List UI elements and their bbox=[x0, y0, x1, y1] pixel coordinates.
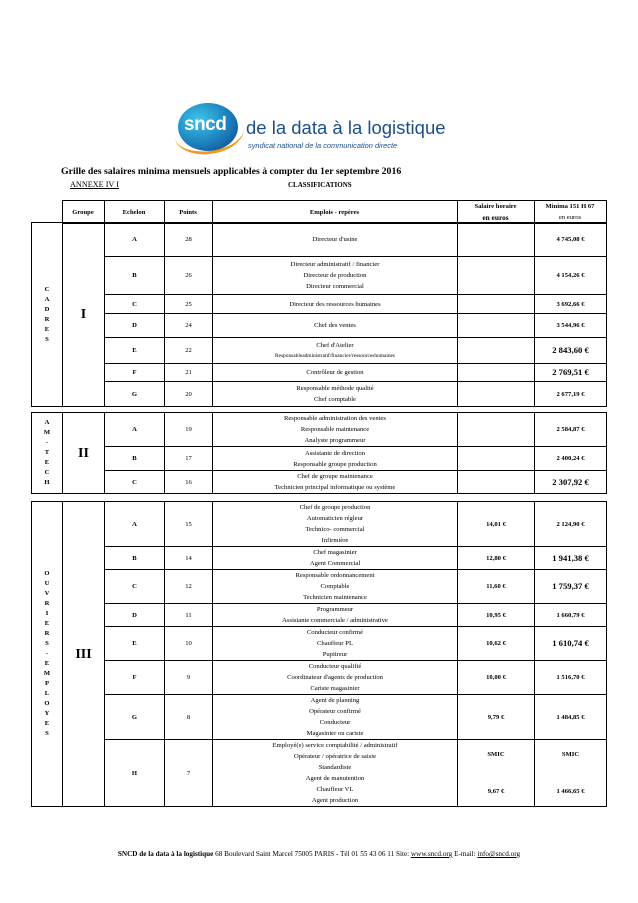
echelon-cell: E bbox=[105, 338, 165, 364]
hourly-cell bbox=[458, 627, 535, 661]
header-points: Points bbox=[164, 201, 212, 224]
table-row bbox=[32, 695, 607, 740]
header-salaire-horaire: Salaire horaire bbox=[457, 201, 534, 213]
job-title: Chef de groupe maintenance bbox=[297, 473, 373, 480]
minima-value: 1 941,38 € bbox=[552, 552, 589, 563]
minima-value: 2 124,90 € bbox=[556, 520, 585, 528]
points-cell: 17 bbox=[165, 447, 213, 471]
hourly-value: SMIC bbox=[487, 751, 505, 758]
minima-cell bbox=[535, 295, 607, 314]
hourly-value: 10,00 € bbox=[486, 674, 506, 681]
category-letter: Y bbox=[44, 710, 50, 717]
category-letter: I bbox=[45, 610, 49, 617]
job-title: Directeur administratif / financier bbox=[290, 261, 380, 268]
salary-table-header bbox=[31, 200, 607, 224]
minima-value: 1 466,65 € bbox=[556, 788, 585, 795]
jobs-cell bbox=[213, 502, 458, 547]
category-letter: - bbox=[45, 439, 49, 446]
jobs-cell bbox=[213, 695, 458, 740]
jobs-cell bbox=[213, 338, 458, 364]
minima-cell bbox=[535, 627, 607, 661]
points-cell: 16 bbox=[165, 471, 213, 494]
category-letter: T bbox=[44, 449, 50, 456]
job-title: Conducteur qualifié bbox=[308, 663, 362, 670]
job-title: Agent Commercial bbox=[309, 560, 361, 567]
minima-cell bbox=[535, 413, 607, 447]
category-letter: R bbox=[44, 600, 50, 607]
job-title: Contrôleur de gestion bbox=[306, 369, 364, 376]
jobs-cell bbox=[213, 257, 458, 295]
minima-cell bbox=[535, 314, 607, 338]
hourly-value: 9,79 € bbox=[487, 713, 505, 721]
job-title: Opérateur confirmé bbox=[309, 708, 361, 715]
minima-cell bbox=[535, 223, 607, 257]
jobs-cell bbox=[213, 382, 458, 407]
category-letter: E bbox=[44, 720, 50, 727]
footer-org: SNCD de la data à la logistique bbox=[117, 850, 214, 858]
echelon-cell: F bbox=[105, 661, 165, 695]
category-letter: C bbox=[44, 285, 50, 293]
job-title: Agent production bbox=[311, 797, 359, 804]
category-letter: E bbox=[44, 660, 50, 667]
salary-group-table bbox=[31, 222, 607, 407]
table-row bbox=[32, 661, 607, 695]
table-row bbox=[32, 502, 607, 547]
hourly-cell bbox=[458, 382, 535, 407]
echelon-cell: C bbox=[105, 570, 165, 604]
hourly-cell bbox=[458, 740, 535, 807]
minima-value: 1 516,70 € bbox=[556, 674, 585, 681]
points-cell: 24 bbox=[165, 314, 213, 338]
echelon-cell: D bbox=[105, 604, 165, 627]
echelon-cell: G bbox=[105, 382, 165, 407]
job-title: Responsableadministratif/financier/ressourceshumaines bbox=[274, 352, 396, 359]
category-label bbox=[32, 223, 63, 407]
table-row bbox=[32, 604, 607, 627]
table-row bbox=[32, 447, 607, 471]
category-letter: E bbox=[44, 325, 50, 333]
sncd-logo bbox=[178, 103, 448, 161]
hourly-cell bbox=[458, 223, 535, 257]
category-letter: E bbox=[44, 459, 50, 466]
salary-group-table bbox=[31, 501, 607, 807]
table-row bbox=[32, 364, 607, 382]
spacer bbox=[535, 760, 606, 786]
table-row bbox=[32, 570, 607, 604]
jobs-cell bbox=[213, 295, 458, 314]
job-title: Directeur de production bbox=[303, 272, 367, 279]
category-letter: S bbox=[45, 730, 49, 737]
category-letter: M bbox=[43, 670, 51, 677]
job-title: Magasinier ou cariste bbox=[306, 730, 364, 737]
header-emplois: Emplois - repères bbox=[212, 201, 457, 224]
job-title: Directeur d'usine bbox=[312, 236, 358, 243]
table-row bbox=[32, 382, 607, 407]
category-letter: O bbox=[44, 570, 50, 577]
job-title: Standardiste bbox=[318, 764, 352, 771]
job-title: Chef des ventes bbox=[314, 322, 356, 329]
hourly-cell bbox=[458, 570, 535, 604]
job-title: Chef d'Atelier bbox=[316, 341, 354, 349]
job-title: Cariste magasinier bbox=[310, 685, 360, 692]
points-cell: 15 bbox=[165, 502, 213, 547]
category-letter: P bbox=[44, 680, 50, 687]
table-row bbox=[32, 547, 607, 570]
minima-cell bbox=[535, 382, 607, 407]
job-title: Responsable ordonnancement bbox=[295, 572, 375, 579]
header-echelon: Echelon bbox=[104, 201, 164, 224]
points-cell: 21 bbox=[165, 364, 213, 382]
hourly-cell bbox=[458, 447, 535, 471]
job-title: Chef magasinier bbox=[313, 549, 357, 556]
jobs-cell bbox=[213, 740, 458, 807]
points-cell: 19 bbox=[165, 413, 213, 447]
job-title: Chauffeur VL bbox=[316, 786, 354, 793]
category-letter: - bbox=[45, 650, 49, 657]
jobs-cell bbox=[213, 471, 458, 494]
jobs-cell bbox=[213, 604, 458, 627]
salary-group-table bbox=[31, 412, 607, 494]
hourly-cell bbox=[458, 413, 535, 447]
minima-cell bbox=[535, 547, 607, 570]
job-title: Chauffeur PL bbox=[317, 640, 353, 647]
annex-label: ANNEXE IV I bbox=[70, 180, 119, 189]
jobs-cell bbox=[213, 447, 458, 471]
points-cell: 25 bbox=[165, 295, 213, 314]
job-title: Technicien maintenance bbox=[303, 594, 367, 601]
job-title: Technicien principal informatique ou système bbox=[274, 484, 396, 491]
minima-value: 4 154,26 € bbox=[556, 272, 585, 279]
footer-address: 68 Boulevard Saint Marcel 75005 PARIS - Tél 01 55 43 06 11 Site: bbox=[215, 850, 411, 858]
minima-value: 1 660,79 € bbox=[556, 611, 585, 619]
echelon-cell: G bbox=[105, 695, 165, 740]
minima-value: 2 769,51 € bbox=[552, 367, 589, 377]
jobs-cell bbox=[213, 661, 458, 695]
hourly-cell bbox=[458, 547, 535, 570]
minima-value: 2 843,60 € bbox=[552, 345, 589, 355]
echelon-cell: B bbox=[105, 257, 165, 295]
job-title: Comptable bbox=[320, 583, 350, 590]
minima-cell bbox=[535, 740, 607, 807]
minima-cell bbox=[535, 447, 607, 471]
category-letter: L bbox=[44, 690, 50, 697]
points-cell: 7 bbox=[165, 740, 213, 807]
points-cell: 28 bbox=[165, 223, 213, 257]
minima-cell bbox=[535, 364, 607, 382]
job-title: Assistante commerciale / administrative bbox=[282, 617, 388, 624]
category-letter: A bbox=[44, 295, 50, 303]
minima-value: 3 692,66 € bbox=[556, 300, 585, 308]
hourly-value: 14,01 € bbox=[486, 520, 506, 528]
annex-line bbox=[70, 180, 352, 189]
job-title: Responsable maintenance bbox=[300, 426, 370, 433]
groupe-number: II bbox=[63, 413, 105, 494]
category-letter: V bbox=[44, 590, 50, 597]
minima-cell bbox=[535, 502, 607, 547]
logo-tagline: de la data à la logistique bbox=[246, 117, 446, 138]
table-row bbox=[32, 413, 607, 447]
job-title: Responsable administration des ventes bbox=[283, 415, 386, 422]
minima-value: SMIC bbox=[561, 751, 580, 758]
hourly-cell bbox=[458, 471, 535, 494]
category-letter: D bbox=[44, 305, 50, 313]
minima-value: 1 610,74 € bbox=[552, 638, 589, 648]
classifications-label: CLASSIFICATIONS bbox=[288, 181, 352, 189]
minima-value: 2 584,87 € bbox=[556, 426, 585, 433]
category-letter: C bbox=[44, 469, 50, 476]
minima-value: 1 759,37 € bbox=[552, 581, 589, 591]
category-letter: O bbox=[44, 700, 50, 707]
footer bbox=[0, 850, 638, 858]
table-row bbox=[32, 740, 607, 807]
echelon-cell: F bbox=[105, 364, 165, 382]
points-cell: 8 bbox=[165, 695, 213, 740]
points-cell: 20 bbox=[165, 382, 213, 407]
job-title: Infirmière bbox=[321, 537, 349, 544]
job-title: Assistante de direction bbox=[304, 449, 366, 457]
job-title: Chef comptable bbox=[314, 396, 356, 403]
minima-value: 2 400,24 € bbox=[556, 455, 585, 462]
category-label bbox=[32, 413, 63, 494]
job-title: Responsable méthode qualité bbox=[296, 385, 374, 392]
points-cell: 12 bbox=[165, 570, 213, 604]
points-cell: 10 bbox=[165, 627, 213, 661]
points-cell: 11 bbox=[165, 604, 213, 627]
logo-subtitle: syndicat national de la communication directe bbox=[248, 141, 398, 150]
header-groupe: Groupe bbox=[62, 201, 104, 224]
job-title: Directeur des ressources humaines bbox=[289, 300, 381, 308]
footer-email-label: E-mail: bbox=[452, 850, 478, 858]
header-en-euros-minima: en euros bbox=[534, 212, 606, 224]
echelon-cell: A bbox=[105, 413, 165, 447]
hourly-cell bbox=[458, 661, 535, 695]
jobs-cell bbox=[213, 314, 458, 338]
echelon-cell: B bbox=[105, 547, 165, 570]
job-title: Conducteur bbox=[319, 719, 351, 726]
document-title: Grille des salaires minima mensuels applicables à compter du 1er septembre 2016 bbox=[61, 166, 402, 177]
job-title: Responsable groupe production bbox=[293, 460, 377, 468]
groupe-number: I bbox=[63, 223, 105, 407]
minima-cell bbox=[535, 471, 607, 494]
job-title: Employé(e) service comptabilité / administratif bbox=[272, 742, 398, 749]
category-letter: R bbox=[44, 315, 50, 323]
hourly-cell bbox=[458, 338, 535, 364]
points-cell: 22 bbox=[165, 338, 213, 364]
hourly-cell bbox=[458, 295, 535, 314]
category-letter: H bbox=[44, 479, 50, 486]
hourly-value: 11,60 € bbox=[486, 583, 506, 590]
hourly-value: 9,67 € bbox=[487, 788, 505, 795]
minima-cell bbox=[535, 257, 607, 295]
minima-value: 3 544,96 € bbox=[556, 322, 585, 329]
hourly-cell bbox=[458, 364, 535, 382]
job-title: Agent de planning bbox=[310, 697, 360, 704]
job-title: Technico- commercial bbox=[305, 526, 365, 533]
hourly-cell bbox=[458, 502, 535, 547]
job-title: Automaticien régleur bbox=[306, 515, 364, 522]
echelon-cell: A bbox=[105, 223, 165, 257]
points-cell: 26 bbox=[165, 257, 213, 295]
category-label bbox=[32, 502, 63, 807]
category-letter: S bbox=[45, 335, 49, 343]
table-row bbox=[32, 471, 607, 494]
table-row bbox=[32, 295, 607, 314]
job-title: Coordinateur d'agents de production bbox=[287, 674, 383, 681]
hourly-value: 10,95 € bbox=[486, 611, 506, 619]
minima-value: 1 484,85 € bbox=[556, 713, 585, 721]
category-letter: M bbox=[43, 429, 51, 436]
table-row bbox=[32, 338, 607, 364]
hourly-value: 10,62 € bbox=[486, 640, 506, 647]
hourly-cell bbox=[458, 604, 535, 627]
job-title: Conducteur confirmé bbox=[306, 629, 364, 636]
echelon-cell: D bbox=[105, 314, 165, 338]
jobs-cell bbox=[213, 223, 458, 257]
hourly-cell bbox=[458, 314, 535, 338]
jobs-cell bbox=[213, 570, 458, 604]
minima-value: 2 307,92 € bbox=[552, 476, 589, 487]
hourly-cell bbox=[458, 695, 535, 740]
category-letter: E bbox=[44, 620, 50, 627]
points-cell: 14 bbox=[165, 547, 213, 570]
points-cell: 9 bbox=[165, 661, 213, 695]
table-row bbox=[32, 257, 607, 295]
job-title: Opérateur / opératrice de saisie bbox=[293, 753, 376, 760]
echelon-cell: H bbox=[105, 740, 165, 807]
jobs-cell bbox=[213, 627, 458, 661]
minima-cell bbox=[535, 695, 607, 740]
hourly-value: 12,80 € bbox=[486, 554, 506, 562]
job-title: Pupitreur bbox=[322, 651, 348, 658]
groupe-number: III bbox=[63, 502, 105, 807]
table-row bbox=[32, 314, 607, 338]
header-en-euros-hourly: en euros bbox=[457, 212, 534, 224]
jobs-cell bbox=[213, 364, 458, 382]
job-title: Chef de groupe production bbox=[299, 504, 371, 511]
echelon-cell: C bbox=[105, 471, 165, 494]
jobs-cell bbox=[213, 547, 458, 570]
jobs-cell bbox=[213, 413, 458, 447]
footer-site-link[interactable]: www.sncd.org bbox=[410, 850, 453, 858]
header-minima: Minima 151 H 67 bbox=[534, 201, 606, 213]
minima-value: 4 745,08 € bbox=[556, 236, 585, 243]
minima-cell bbox=[535, 338, 607, 364]
echelon-cell: C bbox=[105, 295, 165, 314]
category-letter: S bbox=[45, 640, 49, 647]
category-letter: U bbox=[44, 580, 50, 587]
hourly-cell bbox=[458, 257, 535, 295]
footer-email-link[interactable]: info@sncd.org bbox=[477, 850, 521, 858]
echelon-cell: B bbox=[105, 447, 165, 471]
job-title: Programmeur bbox=[316, 606, 354, 613]
echelon-cell: A bbox=[105, 502, 165, 547]
minima-cell bbox=[535, 604, 607, 627]
logo-mark-text: sncd bbox=[184, 114, 227, 135]
table-row bbox=[32, 627, 607, 661]
job-title: Analyste programmeur bbox=[304, 437, 366, 444]
job-title: Directeur commercial bbox=[306, 283, 364, 290]
minima-value: 2 677,19 € bbox=[556, 390, 585, 398]
job-title: Agent de manutention bbox=[305, 775, 365, 782]
category-letter: A bbox=[44, 419, 50, 426]
table-row bbox=[32, 223, 607, 257]
minima-cell bbox=[535, 661, 607, 695]
echelon-cell: E bbox=[105, 627, 165, 661]
category-letter: R bbox=[44, 630, 50, 637]
minima-cell bbox=[535, 570, 607, 604]
spacer bbox=[458, 760, 534, 786]
